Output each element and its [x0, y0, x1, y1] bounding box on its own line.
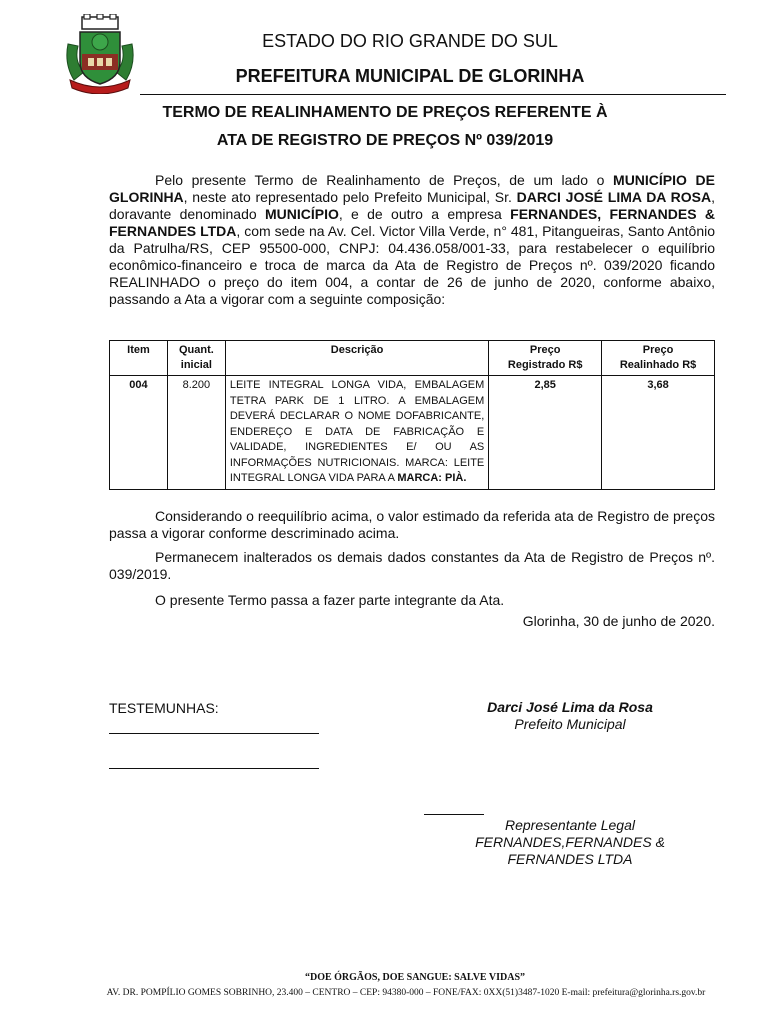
header-description-label: Descrição	[330, 344, 384, 356]
mayor-role: Prefeito Municipal	[514, 716, 626, 732]
intro-text-2: , neste ato representado pelo Prefeito Municipal, Sr.	[183, 189, 517, 205]
header-description	[225, 341, 488, 376]
intro-text-3: , doravante denominado	[109, 189, 715, 222]
header-realigned-line1: Preço	[642, 344, 674, 356]
cell-realigned-price: 3,68	[602, 376, 715, 490]
header-realigned-price	[602, 341, 715, 376]
document-title-line2: ATA DE REGISTRO DE PREÇOS Nº 039/2019	[216, 132, 554, 149]
intro-bold-company: FERNANDES, FERNANDES & FERNANDES LTDA	[109, 206, 715, 239]
cell-description	[225, 376, 488, 490]
witness-signature-line-1	[109, 733, 319, 734]
header-state-name: ESTADO DO RIO GRANDE DO SUL	[262, 31, 558, 51]
header-registered-line1: Preço	[529, 344, 561, 356]
header-divider	[140, 94, 726, 95]
intro-text-5: , com sede na Av. Cel. Victor Villa Verde, n° 481, Pitangueiras, Santo Antônio da Patrulha/RS, CEP 95500-000, CNPJ: 04.436.058/001-33, para restabelecer o equilíbrio econômico-financeiro e troca de marca da Ata de Registro de Preços nº. 039/2020 ficando REALINHADO o preço do item 004, a contar de 26 de junho de 2020, conforme abaixo, passando a Ata a vigorar com a seguinte composição:	[109, 223, 716, 307]
header-quantity-line2: inicial	[180, 359, 212, 371]
intro-bold-mayor: DARCI JOSÉ LIMA DA ROSA	[516, 189, 712, 205]
intro-text-4: , e de outro a empresa	[338, 206, 511, 222]
header-registered-price	[489, 341, 602, 376]
table-header-row	[110, 341, 715, 376]
representative-role: Representante Legal	[505, 817, 635, 833]
footer-address: AV. DR. POMPÍLIO GOMES SOBRINHO, 23.400 – CENTRO – CEP: 94380-000 – FONE/FAX: 0XX(51)3487-1020 E-mail: prefeitura@glorinha.rs.gov.br	[106, 988, 706, 998]
representative-company-line2: FERNANDES LTDA	[507, 851, 633, 867]
municipal-coat-of-arms-icon	[64, 14, 136, 94]
mayor-name: Darci José Lima da Rosa	[487, 699, 653, 715]
representative-signature-line	[424, 814, 484, 815]
representative-block	[455, 817, 685, 868]
paragraph-integral: O presente Termo passa a fazer parte integrante da Ata.	[155, 592, 505, 608]
intro-paragraph	[109, 172, 715, 308]
representative-company-line1: FERNANDES,FERNANDES &	[475, 834, 665, 850]
header-quantity	[167, 341, 225, 376]
witness-signature-line-2	[109, 768, 319, 769]
header-quantity-line1: Quant.	[178, 344, 214, 356]
intro-bold-municipio: MUNICÍPIO	[264, 206, 339, 222]
intro-bold-municipality: MUNICÍPIO DE GLORINHA	[109, 172, 715, 205]
document-date: Glorinha, 30 de junho de 2020.	[522, 613, 715, 629]
cell-description-brand: MARCA: PIÀ.	[397, 472, 467, 484]
header-item-label: Item	[127, 344, 150, 356]
cell-quantity: 8.200	[167, 376, 225, 490]
header-realigned-line2: Realinhado R$	[619, 359, 697, 371]
paragraph-unchanged: Permanecem inalterados os demais dados constantes da Ata de Registro de Preços nº. 039/2019.	[109, 549, 715, 582]
witnesses-label: TESTEMUNHAS:	[109, 700, 219, 716]
footer-motto: “DOE ÓRGÃOS, DOE SANGUE: SALVE VIDAS”	[304, 972, 526, 983]
cell-description-text: LEITE INTEGRAL LONGA VIDA, EMBALAGEM TETRA PARK DE 1 LITRO. A EMBALAGEM DEVERÁ DECLARAR O NOME DOFABRICANTE, ENDEREÇO E DATA DE FABRICAÇÃO E VALIDADE, INGREDIENTES E/ OU AS INFORMAÇÕES NUTRICIONAIS. MARCA: LEITE INTEGRAL LONGA VIDA PARA A	[229, 379, 485, 484]
header-registered-line2: Registrado R$	[507, 359, 583, 371]
paragraph-reequilibrium: Considerando o reequilíbrio acima, o valor estimado da referida ata de Registro de preços passa a vigorar conforme descriminado acima.	[109, 508, 715, 541]
table-row	[110, 376, 715, 490]
document-title-line1: TERMO DE REALINHAMENTO DE PREÇOS REFERENTE À	[162, 104, 608, 121]
cell-item: 004	[110, 376, 168, 490]
intro-text-1: Pelo presente Termo de Realinhamento de Preços, de um lado o	[155, 172, 614, 188]
header-prefecture-name: PREFEITURA MUNICIPAL DE GLORINHA	[235, 66, 585, 86]
header-item	[110, 341, 168, 376]
items-table	[109, 340, 715, 490]
cell-registered-price: 2,85	[489, 376, 602, 490]
